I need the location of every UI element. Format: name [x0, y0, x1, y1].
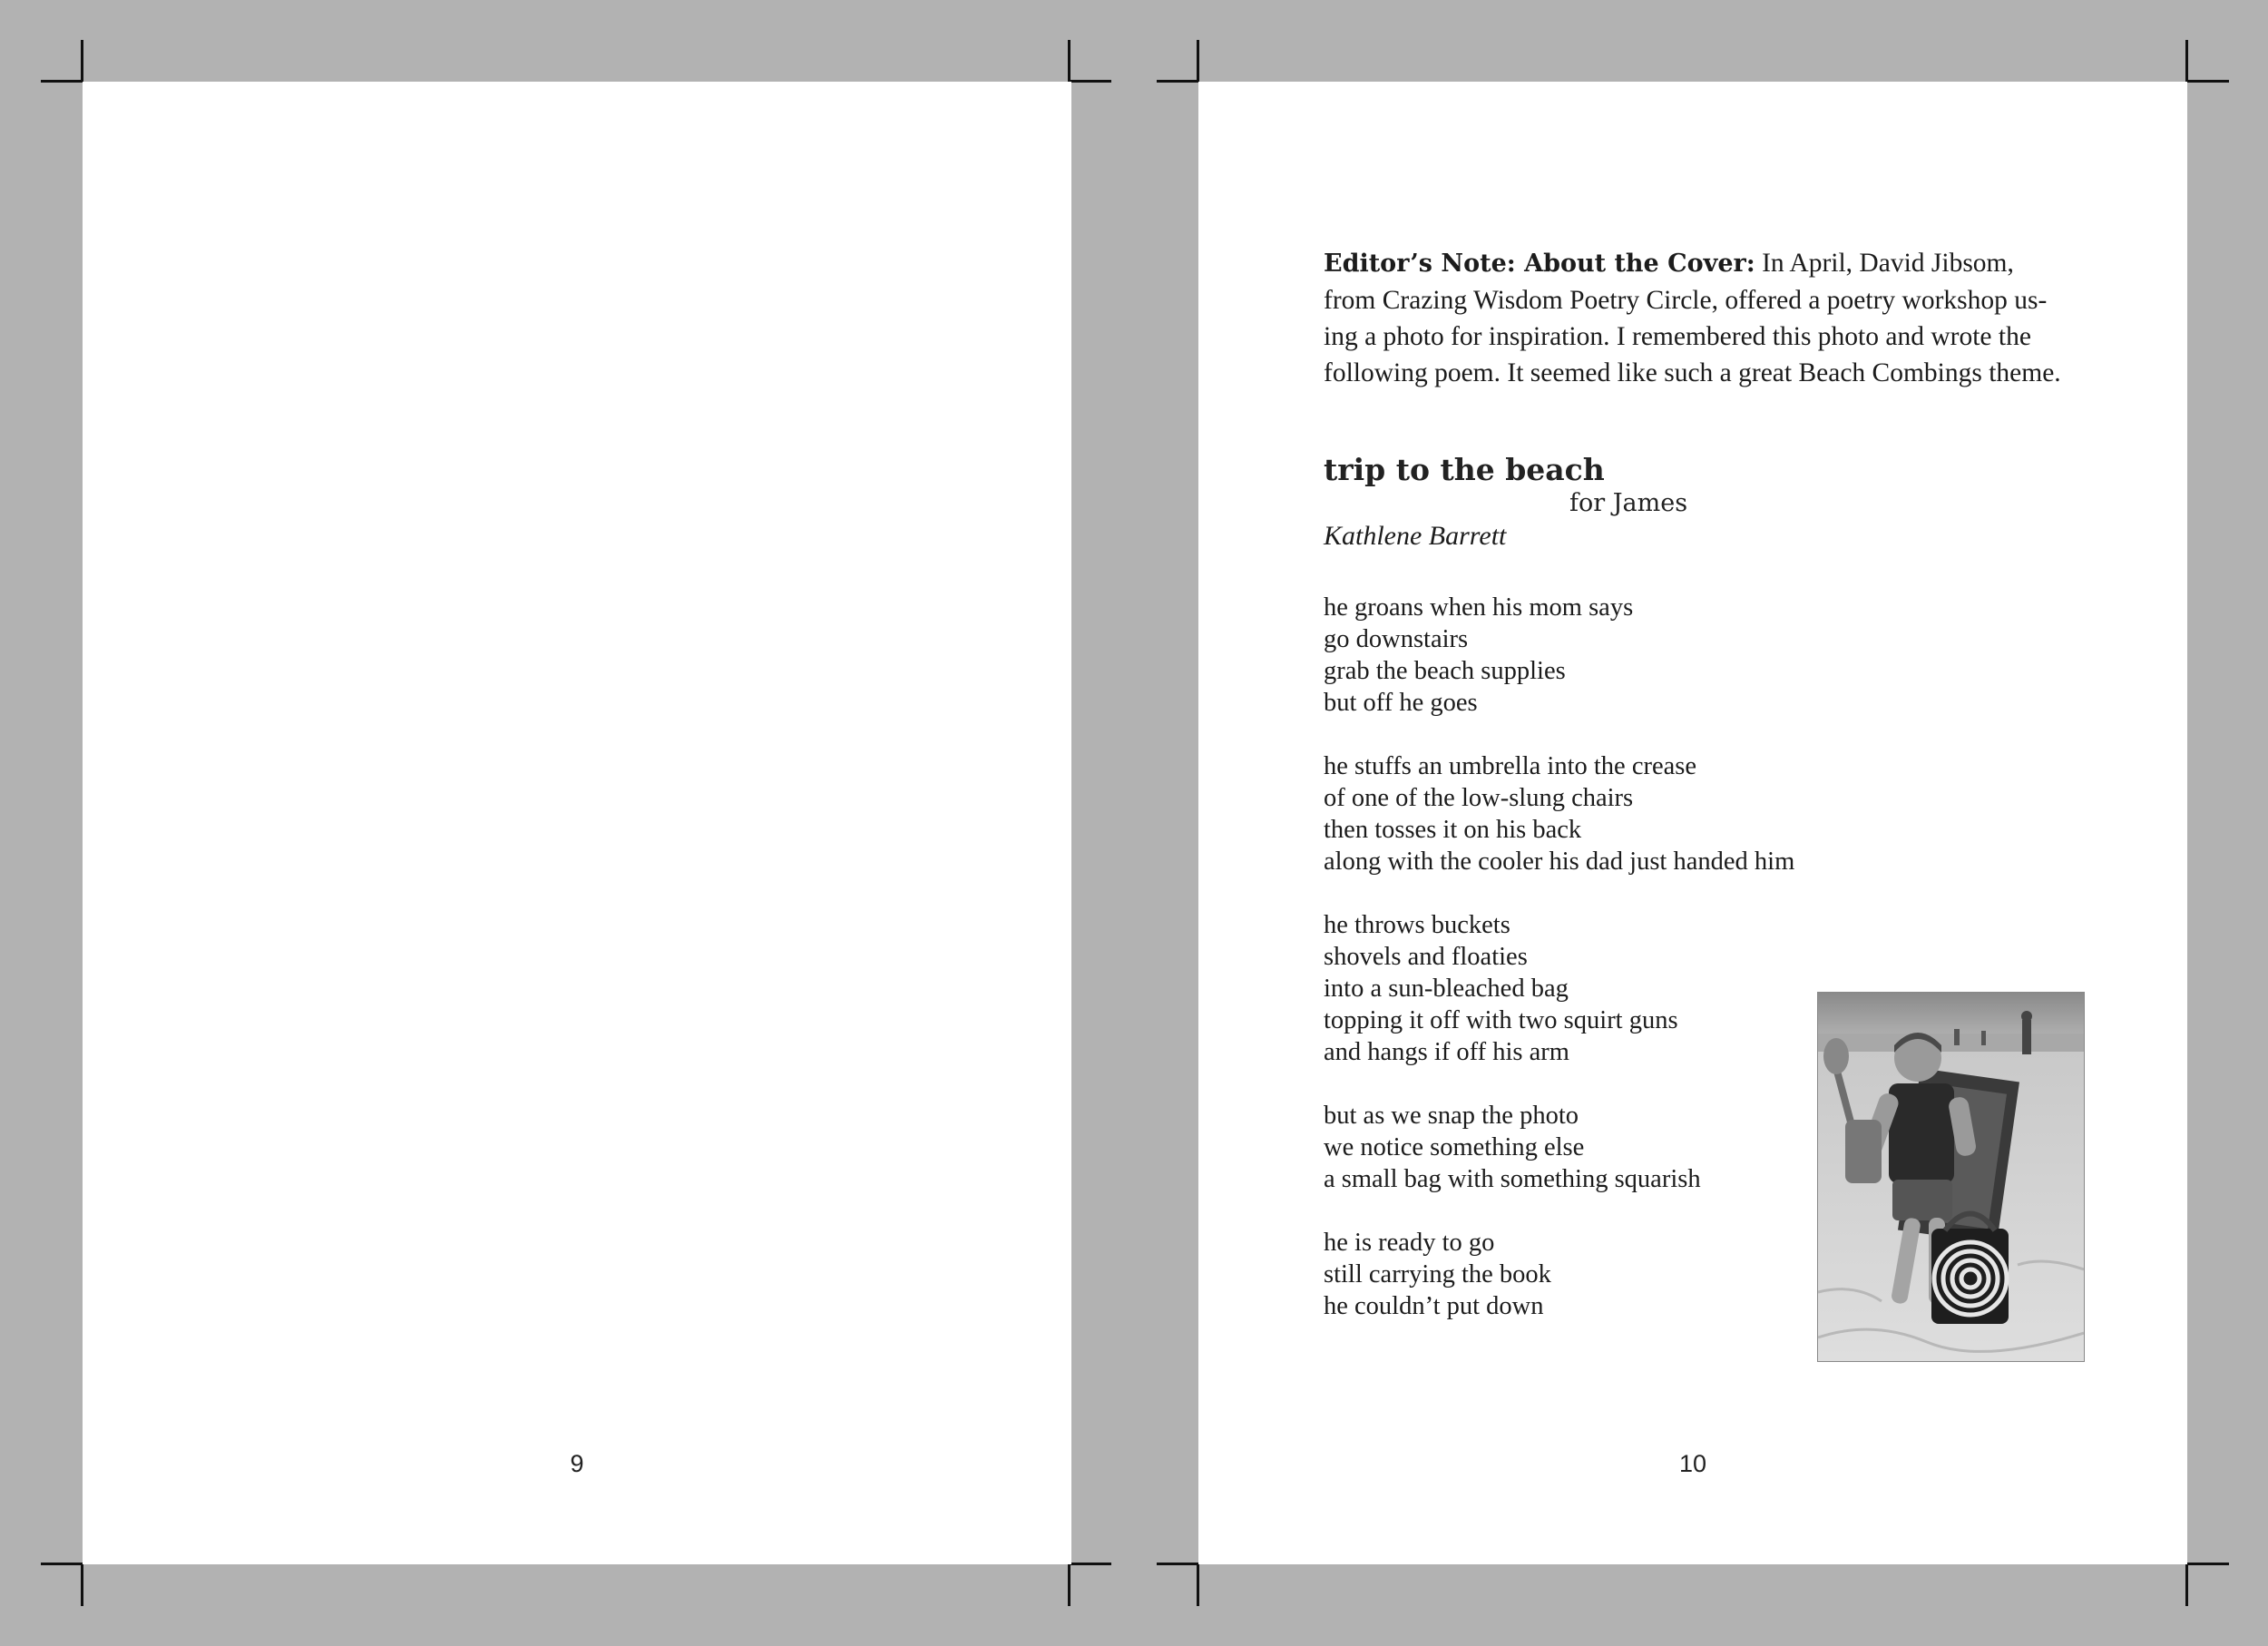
crop-mark: [1157, 80, 1198, 83]
crop-mark: [1068, 40, 1070, 82]
poem-line: of one of the low-slung chairs: [1324, 784, 1634, 812]
crop-mark: [81, 1564, 83, 1606]
crop-mark: [81, 40, 83, 82]
crop-mark: [1068, 1564, 1070, 1606]
poem-line: he stuffs an umbrella into the crease: [1324, 752, 1696, 780]
poem-line: along with the cooler his dad just handed him: [1324, 847, 1795, 876]
crop-mark: [1197, 1564, 1199, 1606]
poem-line: then tosses it on his back: [1324, 816, 1582, 844]
poem-line: he is ready to go: [1324, 1229, 1495, 1257]
crop-mark: [2185, 1564, 2188, 1606]
crop-mark: [2185, 40, 2188, 82]
poem-line: he groans when his mom says: [1324, 593, 1634, 622]
editors-note-line-1: [1324, 245, 2086, 282]
poem-author: Kathlene Barrett: [1324, 521, 1507, 551]
crop-mark: [41, 80, 83, 83]
poem-line: he couldn’t put down: [1324, 1292, 1544, 1320]
poem-dedication: for James: [1569, 489, 1688, 517]
beach-photo: [1817, 992, 2085, 1362]
poem-line: he throws buckets: [1324, 911, 1510, 939]
poem-line: grab the beach supplies: [1324, 657, 1566, 685]
poem-line: into a sun-bleached bag: [1324, 975, 1569, 1003]
page-number: 10: [1678, 1450, 1707, 1477]
right-page: [1198, 82, 2187, 1564]
poem-line: but as we snap the photo: [1324, 1102, 1579, 1130]
poem-line: still carrying the book: [1324, 1260, 1551, 1288]
poem-stanza: [1324, 592, 2049, 719]
poem-line: topping it off with two squirt guns: [1324, 1006, 1678, 1034]
poem-title: trip to the beach: [1324, 452, 1605, 487]
editors-note-line-3: ing a photo for inspiration. I remembered this photo and wrote the: [1324, 322, 2031, 351]
crop-mark: [2187, 1563, 2229, 1565]
poem-line: shovels and floaties: [1324, 943, 1528, 971]
crop-mark: [1070, 1563, 1111, 1565]
editors-note-line-4: following poem. It seemed like such a great Beach Combings theme.: [1324, 358, 2061, 387]
poem-stanza: [1324, 750, 2049, 877]
left-page: [83, 82, 1071, 1564]
poem-line: a small bag with something squarish: [1324, 1165, 1701, 1193]
page-number: 9: [570, 1450, 584, 1477]
editors-note-line-2: from Crazing Wisdom Poetry Circle, offered a poetry workshop us-: [1324, 286, 2048, 315]
poem-line: but off he goes: [1324, 689, 1478, 717]
poem-line: go downstairs: [1324, 625, 1469, 653]
poem-line: we notice something else: [1324, 1133, 1585, 1161]
crop-mark: [1197, 40, 1199, 82]
crop-mark: [1070, 80, 1111, 83]
editors-note-lead: Editor’s Note: About the Cover:: [1324, 250, 1755, 278]
crop-mark: [2187, 80, 2229, 83]
editors-note-text: In April, David Jibsom,: [1755, 249, 2014, 278]
crop-mark: [1157, 1563, 1198, 1565]
editors-note: [1324, 245, 2086, 391]
crop-mark: [41, 1563, 83, 1565]
poem-line: and hangs if off his arm: [1324, 1038, 1569, 1066]
